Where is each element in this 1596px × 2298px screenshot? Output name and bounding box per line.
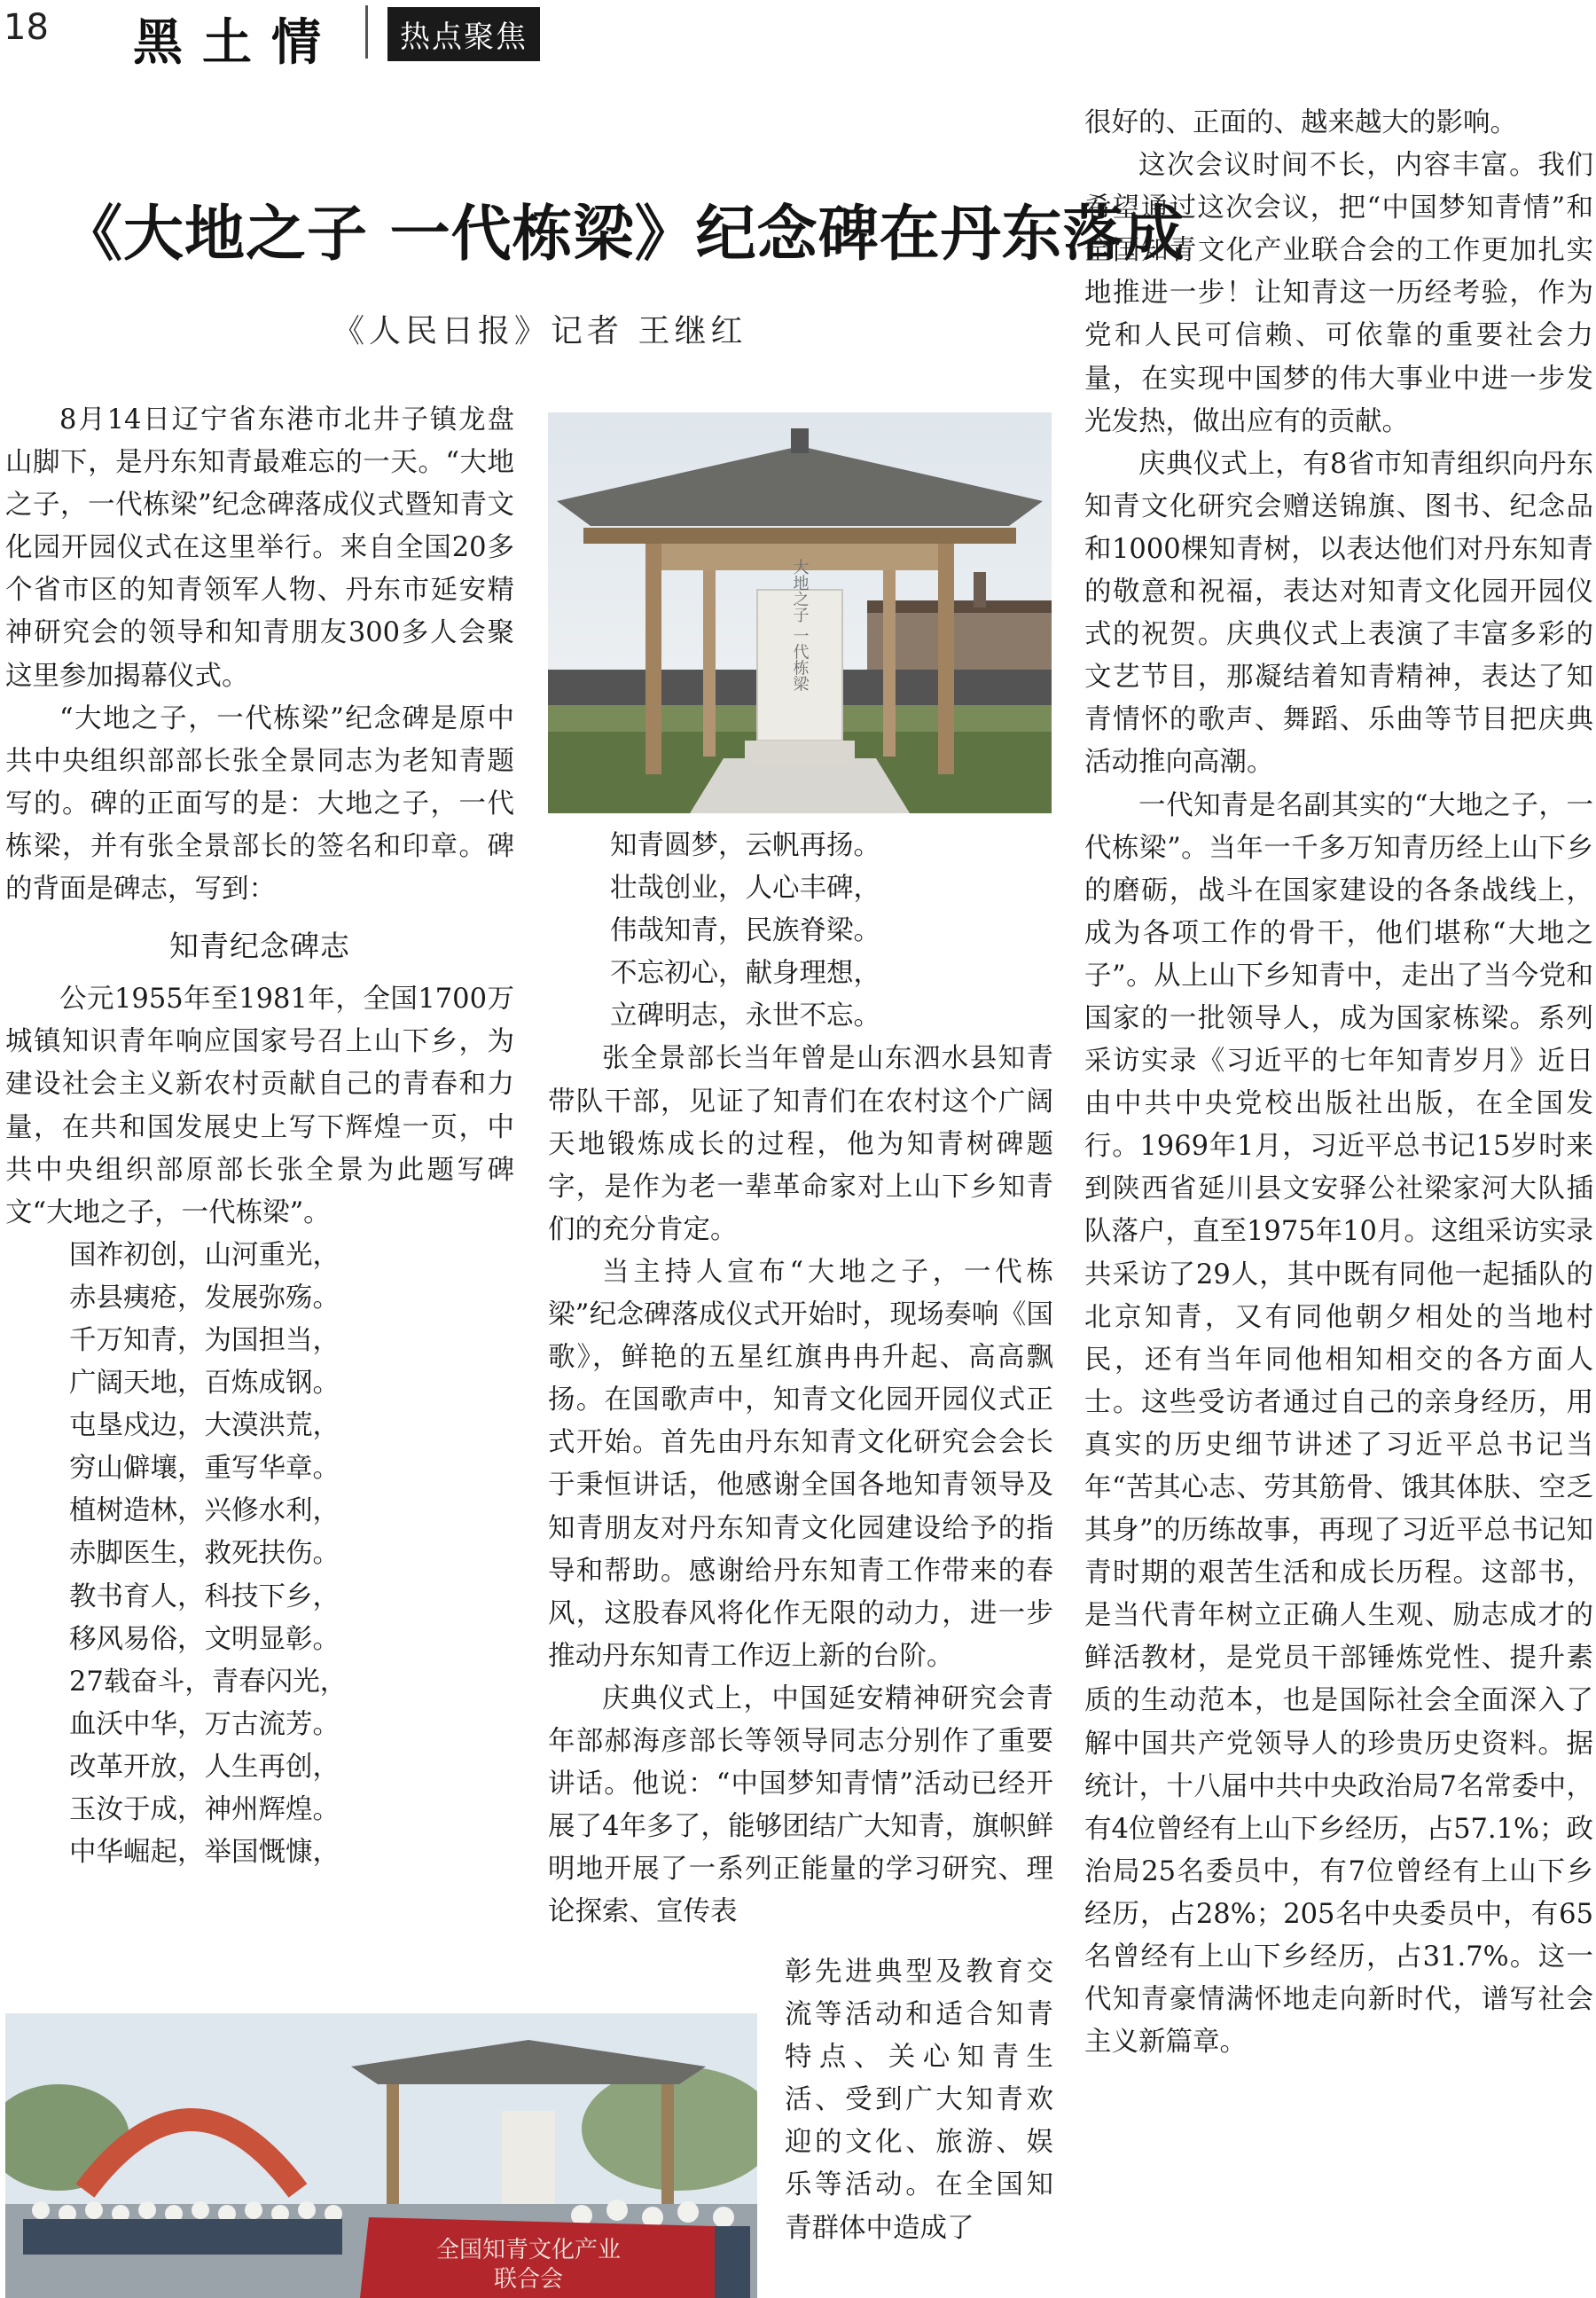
inscription-verse <box>5 1235 514 1874</box>
masthead-logo: 黑土情 <box>133 13 340 72</box>
article-title: 《大地之子 一代栋梁》纪念碑在丹东落成 <box>62 200 1185 270</box>
verse-line: 伟哉知青，民族脊梁。 <box>610 915 880 947</box>
verse-line: 广阔天地，百炼成钢。 <box>69 1368 340 1400</box>
paragraph: “大地之子，一代栋梁”纪念碑是原中共中央组织部部长张全景同志为老知青题写的。碑的正面写的是：大地之子，一代栋梁，并有张全景部长的签名和印章。碑的背面是碑志，写到： <box>5 702 514 906</box>
verse-line: 国祚初创，山河重光， <box>69 1239 340 1271</box>
text-column-2 <box>548 825 1053 1933</box>
verse-line: 27载奋斗，青春闪光， <box>69 1666 348 1698</box>
text-column-2-continued <box>785 1951 1053 2250</box>
page-number: 18 <box>4 7 49 48</box>
verse-line: 屯垦戍边，大漠洪荒， <box>69 1410 340 1442</box>
banner-text-line2: 联合会 <box>493 2266 564 2293</box>
stele-inscription: 大地之子 一代栋梁 <box>790 559 810 692</box>
paragraph: 很好的、正面的、越来越大的影响。 <box>1084 107 1517 138</box>
verse-line: 赤县痍疮，发展弥殇。 <box>69 1282 340 1314</box>
paragraph: 庆典仪式上，有8省市知青组织向丹东知青文化研究会赠送锦旗、图书、纪念品和1000棵知青树，以表达他们对丹东知青的敬意和祝福，表达对知青文化园开园仪式的祝贺。庆典仪式上表演了丰富多彩的文艺节目，那凝结着知青精神，表达了知青情怀的歌声、舞蹈、乐曲等节目把庆典活动推向高潮。 <box>1084 448 1593 779</box>
verse-line: 穷山僻壤，重写华章。 <box>69 1453 340 1485</box>
section-tag: 热点聚焦 <box>387 7 540 61</box>
verse-line: 移风易俗，文明显彰。 <box>69 1623 340 1655</box>
paragraph: 这次会议时间不长，内容丰富。我们希望通过这次会议，把“中国梦知青情”和全国知青文化产业联合会的工作更加扎实地推进一步！让知青这一历经考验，作为党和人民可信赖、可依靠的重要社会力量，在实现中国梦的伟大事业中进一步发光发热，做出应有的贡献。 <box>1084 150 1593 437</box>
section-subheading: 知青纪念碑志 <box>169 929 350 964</box>
paragraph: 庆典仪式上，中国延安精神研究会青年部郝海彦部长等领导同志分别作了重要讲话。他说：“中国梦知青情”活动已经开展了4年多了，能够团结广大知青，旗帜鲜明地开展了一系列正能量的学习研究、理论探索、宣传表 <box>548 1682 1053 1928</box>
ceremony-crowd-photo <box>5 2013 757 2298</box>
verse-line: 玉汝于成，神州辉煌。 <box>69 1794 340 1825</box>
verse-line: 教书育人，科技下乡， <box>69 1580 340 1612</box>
verse-line: 植树造林，兴修水利， <box>69 1495 340 1527</box>
verse-line: 赤脚医生，救死扶伤。 <box>69 1538 340 1570</box>
paragraph: 张全景部长当年曾是山东泗水县知青带队干部，见证了知青们在农村这个广阔天地锻炼成长的过程，他为知青树碑题字，是作为老一辈革命家对上山下乡知青们的充分肯定。 <box>548 1043 1053 1245</box>
paragraph: 公元1955年至1981年，全国1700万城镇知识青年响应国家号召上山下乡，为建设社会主义新农村贡献自己的青春和力量，在共和国发展史上写下辉煌一页，中共中央组织部原部长张全景为此题写碑文“大地之子，一代栋梁”。 <box>5 984 514 1228</box>
verse-line: 改革开放，人生再创， <box>69 1751 340 1783</box>
verse-line: 壮哉创业，人心丰碑， <box>610 873 880 905</box>
verse-line: 立碑明志，永世不忘。 <box>610 1000 880 1032</box>
text-column-1 <box>5 399 514 1874</box>
verse-line: 千万知青，为国担当， <box>69 1324 340 1356</box>
paragraph: 彰先进典型及教育交流等活动和适合知青特点、关心知青生活、受到广大知青欢迎的文化、旅游、娱乐等活动。在全国知青群体中造成了 <box>785 1957 1053 2244</box>
header-divider <box>365 5 368 59</box>
text-column-3 <box>1084 102 1593 2064</box>
monument-pavilion-photo <box>548 412 1052 813</box>
inscription-verse-continued <box>548 825 1053 1038</box>
paragraph: 当主持人宣布“大地之子，一代栋梁”纪念碑落成仪式开始时，现场奏响《国歌》，鲜艳的五星红旗冉冉升起、高高飘扬。在国歌声中，知青文化园开园仪式正式开始。首先由丹东知青文化研究会会长于秉恒讲话，他感谢全国各地知青领导及知青朋友对丹东知青文化园建设给予的指导和帮助。感谢给丹东知青工作带来的春风，这股春风将化作无限的动力，进一步推动丹东知青工作迈上新的台阶。 <box>548 1256 1053 1672</box>
verse-line: 血沃中华，万古流芳。 <box>69 1708 340 1740</box>
banner-text-line1: 全国知青文化产业 <box>435 2237 622 2263</box>
article-byline: 《人民日报》记者 王继红 <box>332 313 747 349</box>
paragraph: 一代知青是名副其实的“大地之子，一代栋梁”。当年一千多万知青历经上山下乡的磨砺，战斗在国家建设的各条战线上，成为各项工作的骨干，他们堪称“大地之子”。从上山下乡知青中，走出了当今党和国家的一批领导人，成为国家栋梁。系列采访实录《习近平的七年知青岁月》近日由中共中央党校出版社出版，在全国发行。1969年1月，习近平总书记15岁时来到陕西省延川县文安驿公社梁家河大队插队落户，直至1975年10月。这组采访实录共采访了29人，其中既有同他一起插队的北京知青，又有同他朝夕相处的当地村民，还有当年同他相知相交的各方面人士。这些受访者通过自己的亲身经历，用真实的历史细节讲述了习近平总书记当年“苦其心志、劳其筋骨、饿其体肤、空乏其身”的历练故事，再现了习近平总书记知青时期的艰苦生活和成长历程。这部书，是当代青年树立正确人生观、励志成才的鲜活教材，是党员干部锤炼党性、提升素质的生动范本，也是国际社会全面深入了解中国共产党领导人的珍贵历史资料。据统计，十八届中共中央政治局7名常委中，有4位曾经有上山下乡经历，占57.1%；政治局25名委员中，有7位曾经有上山下乡经历，占28%；205名中央委员中，有65名曾经有上山下乡经历，占31.7%。这一代知青豪情满怀地走向新时代，谱写社会主义新篇章。 <box>1084 789 1593 2059</box>
verse-line: 中华崛起，举国慨慷， <box>69 1837 340 1869</box>
paragraph: 8月14日辽宁省东港市北井子镇龙盘山脚下，是丹东知青最难忘的一天。“大地之子，一代栋梁”纪念碑落成仪式暨知青文化园开园仪式在这里举行。来自全国20多个省市区的知青领军人物、丹东市延安精神研究会的领导和知青朋友300多人会聚这里参加揭幕仪式。 <box>5 404 514 692</box>
verse-line: 不忘初心，献身理想， <box>610 958 880 990</box>
verse-line: 知青圆梦，云帆再扬。 <box>610 830 880 861</box>
